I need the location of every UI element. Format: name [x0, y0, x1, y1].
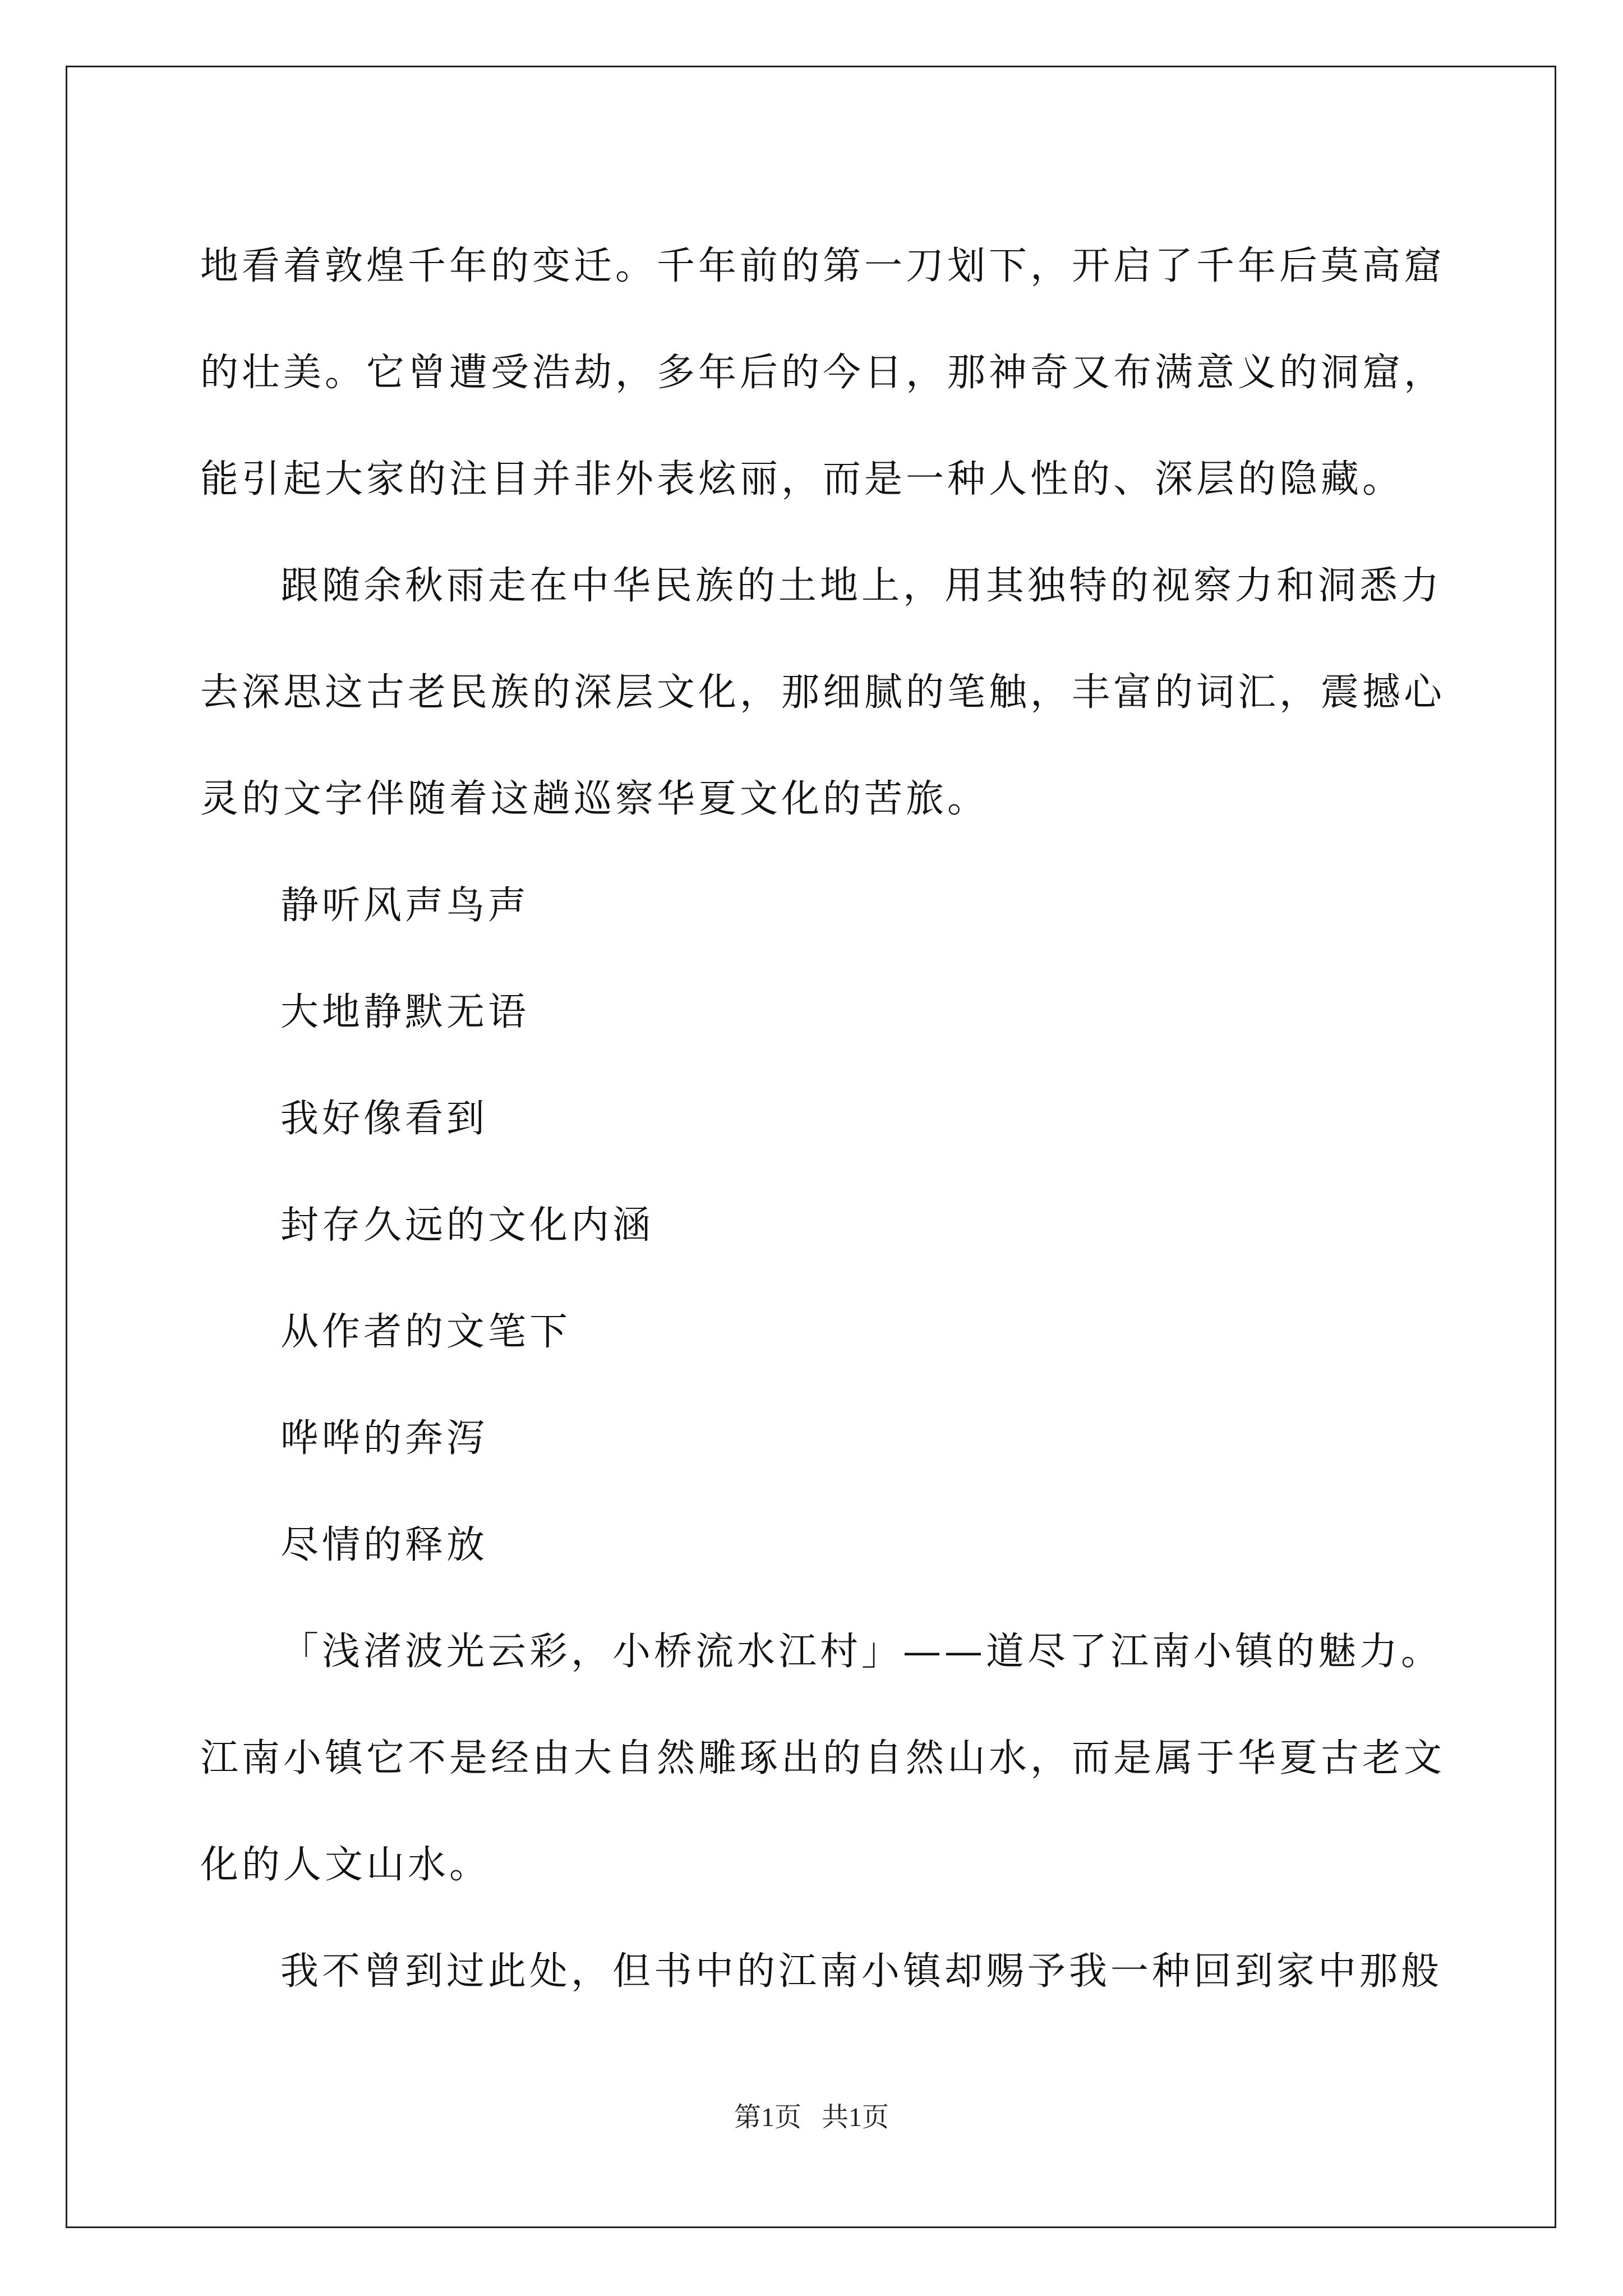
- text-line: 的壮美。它曾遭受浩劫，多年后的今日，那神奇又布满意义的洞窟，: [200, 351, 1446, 395]
- text-line: 「浅渚波光云彩，小桥流水江村」——道尽了江南小镇的魅力。: [280, 1630, 1443, 1674]
- poem-line: 我好像看到: [280, 1097, 488, 1141]
- page-number-footer: 第1页 共1页: [734, 2102, 889, 2132]
- poem-line: 哗哗的奔泻: [280, 1416, 488, 1461]
- text-line: 江南小镇它不是经由大自然雕琢出的自然山水，而是属于华夏古老文: [200, 1736, 1446, 1780]
- poem-line: 封存久远的文化内涵: [280, 1203, 654, 1248]
- text-line: 去深思这古老民族的深层文化，那细腻的笔触，丰富的词汇，震撼心: [200, 670, 1446, 715]
- text-line: 能引起大家的注目并非外表炫丽，而是一种人性的、深层的隐藏。: [200, 457, 1404, 501]
- text-line: 灵的文字伴随着这趟巡察华夏文化的苦旅。: [200, 777, 989, 821]
- poem-line: 大地静默无语: [280, 990, 530, 1034]
- poem-line: 从作者的文笔下: [280, 1310, 571, 1354]
- poem-line: 尽情的释放: [280, 1523, 488, 1567]
- document-body: [200, 213, 1446, 2025]
- poem-line: 静听风声鸟声: [280, 884, 530, 928]
- text-line: 我不曾到过此处，但书中的江南小镇却赐予我一种回到家中那般: [280, 1949, 1443, 1994]
- text-line: 化的人文山水。: [200, 1843, 491, 1887]
- text-line: 跟随余秋雨走在中华民族的土地上，用其独特的视察力和洞悉力: [280, 564, 1443, 608]
- text-line: 地看着敦煌千年的变迁。千年前的第一刀划下，开启了千年后莫高窟: [200, 244, 1446, 288]
